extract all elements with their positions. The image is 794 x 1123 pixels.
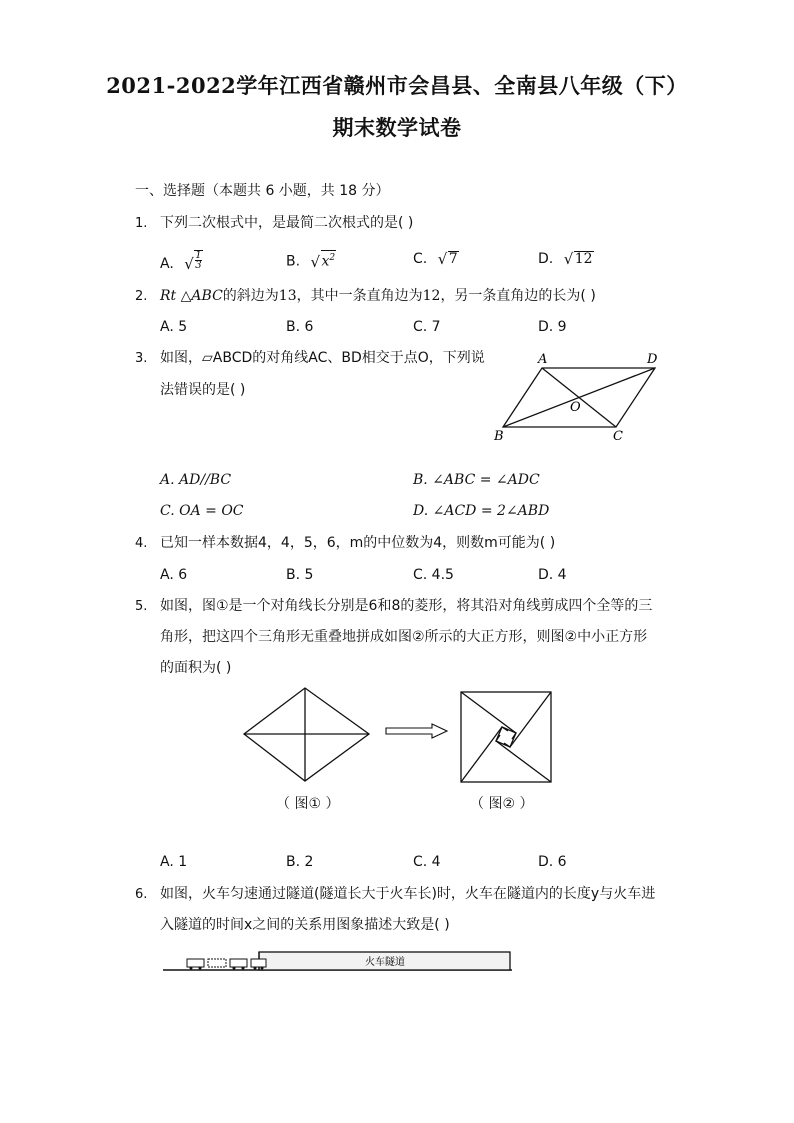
question-number: 6. bbox=[135, 887, 148, 902]
option-b[interactable]: B. 6 bbox=[286, 319, 314, 335]
vertex-label-c: C bbox=[613, 429, 623, 444]
train-car bbox=[230, 959, 247, 967]
option-label: C. bbox=[413, 251, 428, 267]
arrow-icon bbox=[384, 723, 450, 739]
exam-title-line2: 期末数学试卷 bbox=[332, 115, 462, 140]
option-a[interactable]: A. 6 bbox=[160, 567, 188, 583]
fraction-numerator: 1 bbox=[195, 250, 202, 261]
fraction-denominator: 3 bbox=[195, 260, 202, 271]
tunnel-label: 火车隧道 bbox=[365, 957, 405, 968]
vertex-label-b: B bbox=[494, 429, 504, 444]
sqrt-12: √ 12 bbox=[563, 250, 593, 268]
parallelogram-figure bbox=[490, 345, 670, 445]
point-label-o: O bbox=[570, 400, 581, 415]
figure-1-caption: （ 图① ） bbox=[276, 796, 340, 812]
train-car bbox=[208, 959, 226, 967]
rhombus-figure bbox=[240, 685, 375, 785]
square-figure bbox=[459, 690, 554, 785]
large-square bbox=[461, 692, 551, 782]
section-heading: 一、选择题（本题共 6 小题，共 18 分） bbox=[135, 183, 390, 199]
option-d[interactable] bbox=[538, 250, 594, 268]
train-engine bbox=[251, 959, 266, 967]
question-stem-line2: 角形，把这四个三角形无重叠地拼成如图②所示的大正方形，则图②中小正方形 bbox=[160, 629, 648, 645]
exam-title-line1: 2021-2022学年江西省赣州市会昌县、全南县八年级（下） bbox=[106, 73, 688, 98]
option-d[interactable]: D. ∠ACD = 2∠ABD bbox=[413, 503, 550, 519]
option-c[interactable]: C. OA = OC bbox=[160, 503, 244, 519]
question-number: 5. bbox=[135, 599, 148, 614]
question-stem-line2: 入隧道的时间x之间的关系用图象描述大致是( ) bbox=[160, 917, 450, 933]
sqrt-fraction: √ $\frac{1}{3}$ bbox=[184, 250, 202, 273]
train-tunnel-figure bbox=[160, 945, 520, 975]
option-b[interactable]: B. ∠ABC = ∠ADC bbox=[413, 472, 540, 488]
question-stem: 下列二次根式中，是最简二次根式的是( ) bbox=[160, 215, 414, 231]
question-stem-line1: 如图，▱ABCD的对角线AC、BD相交于点O，下列说 bbox=[160, 350, 485, 366]
question-stem-line1: 如图，图①是一个对角线长分别是6和8的菱形，将其沿对角线剪成四个全等的三 bbox=[160, 598, 653, 614]
sqrt-7: √ 7 bbox=[437, 250, 458, 268]
option-a[interactable]: A. 1 bbox=[160, 854, 188, 870]
option-b[interactable]: B. 5 bbox=[286, 567, 314, 583]
option-a[interactable]: A. AD//BC bbox=[160, 472, 232, 488]
diagonal-bd bbox=[503, 368, 655, 427]
option-label: A. bbox=[160, 256, 174, 272]
option-d[interactable]: D. 9 bbox=[538, 319, 567, 335]
question-stem-line1: 如图，火车匀速通过隧道(隧道长大于火车长)时，火车在隧道内的长度y与火车进 bbox=[160, 886, 656, 902]
option-c[interactable]: C. 4 bbox=[413, 854, 441, 870]
option-b[interactable] bbox=[286, 250, 336, 271]
vertex-label-a: A bbox=[538, 352, 548, 367]
sqrt-x-squared: √ $x^2$ bbox=[311, 250, 337, 271]
option-c[interactable] bbox=[413, 250, 459, 268]
question-stem-line2: 法错误的是( ) bbox=[160, 382, 246, 398]
question-number: 3. bbox=[135, 351, 148, 366]
option-label: D. bbox=[538, 251, 554, 267]
option-c[interactable]: C. 7 bbox=[413, 319, 441, 335]
figure-2-caption: （ 图② ） bbox=[470, 796, 534, 812]
option-label: B. bbox=[286, 253, 301, 270]
train-car bbox=[187, 959, 204, 967]
question-number: 4. bbox=[135, 536, 148, 551]
question-number: 1. bbox=[135, 216, 148, 231]
option-a[interactable]: A. 5 bbox=[160, 319, 188, 335]
question-stem: 已知一样本数据4，4，5，6，m的中位数为4，则数m可能为( ) bbox=[160, 535, 556, 551]
question-stem-line3: 的面积为( ) bbox=[160, 660, 232, 676]
option-d[interactable]: D. 6 bbox=[538, 854, 567, 870]
option-a[interactable] bbox=[160, 250, 203, 273]
question-number: 2. bbox=[135, 289, 148, 304]
option-d[interactable]: D. 4 bbox=[538, 567, 567, 583]
option-c[interactable]: C. 4.5 bbox=[413, 567, 454, 583]
question-stem: Rt △ABC的斜边为13，其中一条直角边为12，另一条直角边的长为( ) bbox=[160, 288, 596, 304]
option-b[interactable]: B. 2 bbox=[286, 854, 314, 870]
vertex-label-d: D bbox=[647, 352, 658, 367]
